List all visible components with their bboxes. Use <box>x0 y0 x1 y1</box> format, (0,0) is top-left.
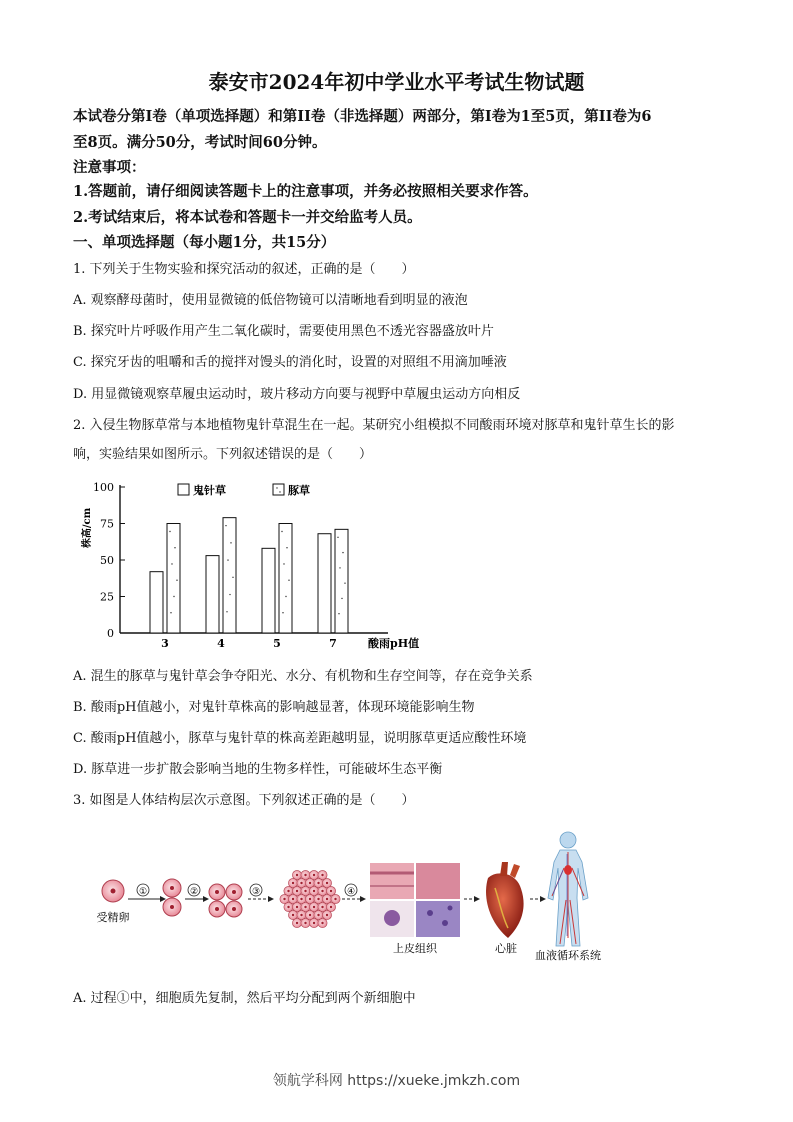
x-tick-label: 5 <box>273 637 281 650</box>
cluster-cell-nucleus <box>326 898 328 900</box>
heart-image <box>486 862 524 938</box>
arrow-to-system <box>530 896 546 902</box>
bar-speckle <box>288 580 289 581</box>
notice-item-2: 2.考试结束后，将本试卷和答题卡一并交给监考人员。 <box>73 209 422 226</box>
bar-chart <box>78 478 423 653</box>
bar-speckle <box>342 552 343 553</box>
bar-speckle <box>169 531 170 532</box>
q1-option-c: C. 探究牙齿的咀嚼和舌的搅拌对馒头的消化时，设置的对照组不用滴加唾液 <box>73 355 507 370</box>
y-tick-label: 75 <box>100 517 114 531</box>
cluster-cell-nucleus <box>321 874 323 876</box>
bar-speckle <box>286 547 287 548</box>
notice-heading: 注意事项： <box>73 159 146 176</box>
bar-tuncao <box>335 529 348 633</box>
four-cell-stage <box>209 884 242 917</box>
x-tick-label: 3 <box>161 637 169 650</box>
legend-speckle <box>276 487 277 488</box>
page-title: 泰安市2024年初中学业水平考试生物试题 <box>208 70 585 94</box>
bar-tuncao <box>279 524 292 634</box>
arrow-step-1 <box>128 884 166 902</box>
circulatory-system-image <box>548 832 588 946</box>
cluster-cell-nucleus <box>321 890 323 892</box>
bar-speckle <box>170 612 171 613</box>
bar-speckle <box>174 547 175 548</box>
cluster-cell-nucleus <box>313 922 315 924</box>
cluster-cell-nucleus <box>287 906 289 908</box>
cluster-cell-nucleus <box>296 874 298 876</box>
bar-speckle <box>337 537 338 538</box>
q3-option-a: A. 过程①中，细胞质先复制，然后平均分配到两个新细胞中 <box>73 991 416 1006</box>
legend-label: 鬼针草 <box>193 484 226 497</box>
notice-item-1: 1.答题前，请仔细阅读答题卡上的注意事项，并务必按照相关要求作答。 <box>73 183 538 200</box>
cluster-cell-nucleus <box>309 898 311 900</box>
legend-label: 豚草 <box>288 484 310 497</box>
cluster-cell-nucleus <box>296 922 298 924</box>
footer-watermark: 领航学科网 https://xueke.jmkzh.com <box>272 1073 521 1089</box>
cluster-cell-nucleus <box>313 906 315 908</box>
cluster-cell-nucleus <box>309 914 311 916</box>
step-4-label: ④ <box>346 887 356 897</box>
cluster-cell-nucleus <box>292 914 294 916</box>
bar-speckle <box>229 594 230 595</box>
bar-speckle <box>285 596 286 597</box>
cluster-cell-nucleus <box>296 906 298 908</box>
y-tick-label: 50 <box>100 554 114 567</box>
q2-stem-line-1: 2. 入侵生物豚草常与本地植物鬼针草混生在一起。某研究小组模拟不同酸雨环境对豚草和鬼针草生长的影 <box>73 418 675 433</box>
arrow-step-2 <box>185 884 209 902</box>
bar-speckle <box>344 582 345 583</box>
cluster-cell-nucleus <box>287 890 289 892</box>
q1-option-a: A. 观察酵母菌时，使用显微镜的低倍物镜可以清晰地看到明显的液泡 <box>73 293 468 308</box>
bar-speckle <box>173 596 174 597</box>
bar-speckle <box>225 525 226 526</box>
fertilized-egg-cell <box>102 880 124 902</box>
cluster-cell-nucleus <box>330 890 332 892</box>
cluster-cell-nucleus <box>317 898 319 900</box>
arrow-step-3 <box>248 884 274 902</box>
tissue-images <box>370 863 460 937</box>
cluster-cell-nucleus <box>334 898 336 900</box>
x-tick-label: 7 <box>329 637 337 650</box>
y-tick-label: 100 <box>93 481 114 494</box>
q3-stem: 3. 如图是人体结构层次示意图。下列叙述正确的是（ ） <box>73 793 415 808</box>
intro-line-2: 至8页。满分50分，考试时间60分钟。 <box>73 134 327 151</box>
cluster-cell-nucleus <box>313 890 315 892</box>
cell-cluster <box>280 870 340 927</box>
x-axis-label: 酸雨pH值 <box>368 637 420 650</box>
cluster-cell-nucleus <box>304 906 306 908</box>
cluster-cell-nucleus <box>317 882 319 884</box>
cluster-cell-nucleus <box>292 882 294 884</box>
bar-speckle <box>226 611 227 612</box>
bar-tuncao <box>167 524 180 634</box>
bar-speckle <box>171 563 172 564</box>
cluster-cell-nucleus <box>330 906 332 908</box>
step-2-label: ② <box>189 887 199 897</box>
bar-guizhencao <box>262 548 275 633</box>
legend-swatch <box>178 484 189 495</box>
legend-speckle <box>279 491 280 492</box>
bar-guizhencao <box>150 572 163 633</box>
bar-guizhencao <box>318 534 331 633</box>
cluster-cell-nucleus <box>304 874 306 876</box>
arrow-step-4 <box>342 884 366 902</box>
q1-stem: 1. 下列关于生物实验和探究活动的叙述，正确的是（ ） <box>73 262 415 277</box>
body-structure-diagram <box>90 828 610 963</box>
q2-option-c: C. 酸雨pH值越小，豚草与鬼针草的株高差距越明显，说明豚草更适应酸性环境 <box>73 731 527 746</box>
q2-stem-line-2: 响，实验结果如图所示。下列叙述错误的是（ ） <box>73 447 373 462</box>
q2-option-a: A. 混生的豚草与鬼针草会争夺阳光、水分、有机物和生存空间等，存在竞争关系 <box>73 669 533 684</box>
q1-option-b: B. 探究叶片呼吸作用产生二氧化碳时，需要使用黑色不透光容器盛放叶片 <box>73 324 494 339</box>
cluster-cell-nucleus <box>304 922 306 924</box>
q1-option-d: D. 用显微镜观察草履虫运动时，玻片移动方向要与视野中草履虫运动方向相反 <box>73 387 521 402</box>
cluster-cell-nucleus <box>304 890 306 892</box>
cluster-cell-nucleus <box>321 906 323 908</box>
cluster-cell-nucleus <box>326 882 328 884</box>
y-axis-label: 株高/cm <box>82 507 93 549</box>
step-1-label: ① <box>138 887 148 897</box>
x-tick-label: 4 <box>217 637 225 650</box>
cluster-cell-nucleus <box>300 914 302 916</box>
bar-speckle <box>338 613 339 614</box>
cluster-cell-nucleus <box>309 882 311 884</box>
bar-tuncao <box>223 518 236 633</box>
cluster-cell-nucleus <box>296 890 298 892</box>
bar-speckle <box>232 577 233 578</box>
label-heart: 心脏 <box>495 942 517 955</box>
intro-line-1: 本试卷分第I卷（单项选择题）和第II卷（非选择题）两部分，第I卷为1至5页，第II卷为6 <box>73 108 652 125</box>
y-tick-label: 0 <box>107 627 114 640</box>
cluster-cell-nucleus <box>321 922 323 924</box>
cluster-cell-nucleus <box>300 882 302 884</box>
label-fertilized-egg: 受精卵 <box>96 911 130 924</box>
legend-swatch <box>273 484 284 495</box>
q2-option-b: B. 酸雨pH值越小，对鬼针草株高的影响越显著，体现环境能影响生物 <box>73 700 475 715</box>
bar-speckle <box>176 580 177 581</box>
bar-speckle <box>227 559 228 560</box>
bar-guizhencao <box>206 556 219 633</box>
bar-speckle <box>230 542 231 543</box>
cluster-cell-nucleus <box>283 898 285 900</box>
cluster-cell-nucleus <box>326 914 328 916</box>
cluster-cell-nucleus <box>313 874 315 876</box>
bar-speckle <box>282 612 283 613</box>
label-tissue: 上皮组织 <box>393 942 437 955</box>
bar-speckle <box>341 598 342 599</box>
two-cell-stage <box>163 879 181 916</box>
arrow-to-heart <box>464 896 480 902</box>
bar-speckle <box>283 563 284 564</box>
cluster-cell-nucleus <box>300 898 302 900</box>
step-3-label: ③ <box>251 887 261 897</box>
y-tick-label: 25 <box>100 590 114 604</box>
bar-speckle <box>281 531 282 532</box>
cluster-cell-nucleus <box>317 914 319 916</box>
bar-speckle <box>339 567 340 568</box>
label-circulatory-system: 血液循环系统 <box>535 949 601 962</box>
q2-option-d: D. 豚草进一步扩散会影响当地的生物多样性，可能破坏生态平衡 <box>73 762 443 777</box>
cluster-cell-nucleus <box>292 898 294 900</box>
section-heading: 一、单项选择题（每小题1分，共15分） <box>73 234 336 251</box>
